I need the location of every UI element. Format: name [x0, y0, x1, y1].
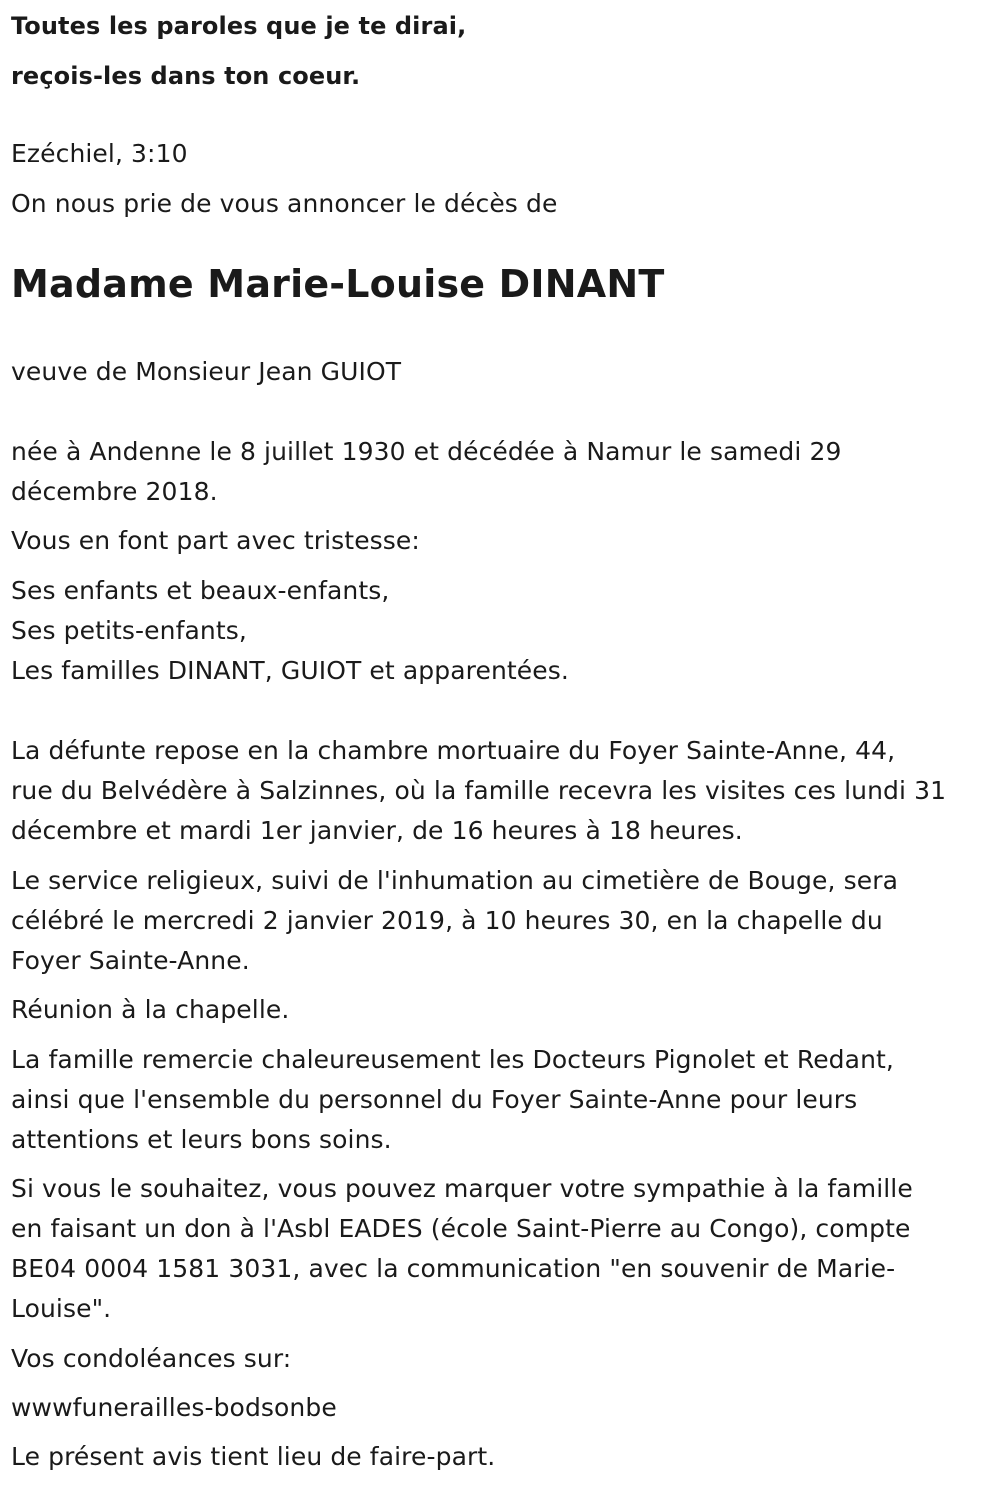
closing-text: Le présent avis tient lieu de faire-part.: [11, 1442, 496, 1471]
visitation-line: rue du Belvédère à Salzinnes, où la famille recevra les visites ces lundi 31: [11, 776, 947, 805]
thanks-line: ainsi que l'ensemble du personnel du Foyer Sainte-Anne pour leurs: [11, 1085, 858, 1114]
donation-line: en faisant un don à l'Asbl EADES (école Saint-Pierre au Congo), compte: [11, 1214, 911, 1243]
visitation-line: décembre et mardi 1er janvier, de 16 heures à 18 heures.: [11, 816, 743, 845]
service-line: Foyer Sainte-Anne.: [11, 946, 250, 975]
family-intro: Vous en font part avec tristesse:: [11, 526, 420, 555]
thanks-line: attentions et leurs bons soins.: [11, 1125, 392, 1154]
spouse-text: veuve de Monsieur Jean GUIOT: [11, 357, 402, 386]
website-text: wwwfunerailles-bodsonbe: [11, 1393, 337, 1422]
condolences-label: Vos condoléances sur:: [11, 1344, 292, 1373]
meeting-text: Réunion à la chapelle.: [11, 995, 290, 1024]
family-line: Les familles DINANT, GUIOT et apparentées.: [11, 656, 569, 685]
visitation-line: La défunte repose en la chambre mortuaire du Foyer Sainte-Anne, 44,: [11, 736, 896, 765]
family-line: Ses petits-enfants,: [11, 616, 247, 645]
quote-line-2: reçois-les dans ton coeur.: [11, 62, 361, 90]
birth-death-line-1: née à Andenne le 8 juillet 1930 et décédée à Namur le samedi 29: [11, 437, 842, 466]
family-line: Ses enfants et beaux-enfants,: [11, 576, 390, 605]
quote-line-1: Toutes les paroles que je te dirai,: [11, 12, 467, 40]
donation-line: BE04 0004 1581 3031, avec la communication "en souvenir de Marie-: [11, 1254, 896, 1283]
deceased-name: Madame Marie-Louise DINANT: [11, 262, 665, 306]
quote-source: Ezéchiel, 3:10: [11, 139, 188, 168]
thanks-line: La famille remercie chaleureusement les Docteurs Pignolet et Redant,: [11, 1045, 894, 1074]
donation-line: Si vous le souhaitez, vous pouvez marquer votre sympathie à la famille: [11, 1174, 913, 1203]
service-line: célébré le mercredi 2 janvier 2019, à 10 heures 30, en la chapelle du: [11, 906, 883, 935]
intro-text: On nous prie de vous annoncer le décès de: [11, 189, 558, 218]
service-line: Le service religieux, suivi de l'inhumation au cimetière de Bouge, sera: [11, 866, 899, 895]
donation-line: Louise".: [11, 1294, 112, 1323]
birth-death-line-2: décembre 2018.: [11, 477, 218, 506]
